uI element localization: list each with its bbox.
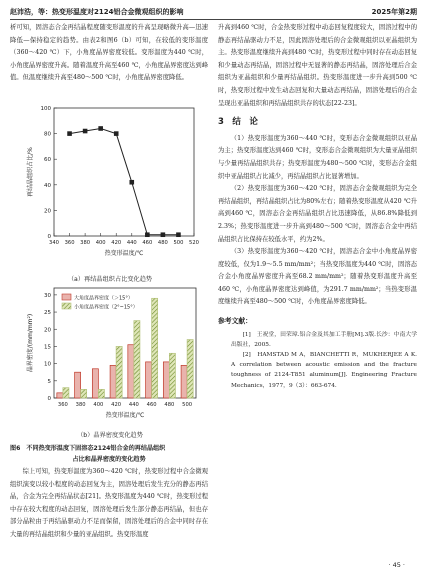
y-tick-label: 80 <box>44 131 51 138</box>
header-rule <box>10 19 417 20</box>
references-heading: 参考文献： <box>218 317 252 326</box>
bar <box>181 365 187 398</box>
legend-swatch <box>62 303 71 309</box>
left-column-top <box>10 22 208 85</box>
data-point <box>67 131 72 136</box>
y-tick-label: 0 <box>47 396 51 402</box>
y-tick-label: 40 <box>44 182 51 189</box>
x-tick-label: 360 <box>57 402 68 408</box>
bar <box>98 389 104 398</box>
running-header <box>10 5 417 19</box>
conclusion-3: （3）热变形温度为360～420 ℃时，固溶态合金中小角度晶界密度较低，仅为1.9～5.5 mm/mm²；当热变形温度为440 ℃时，固溶态合金小角度晶界密度升高至68.2 mm/mm²；随着热变形温度升高至460 ℃，小角度晶界密度达到峰值，为291.7 mm/mm²；当热变形温度继续升高至480～500 ℃时，小角度晶界密度降低。 <box>218 248 417 306</box>
left-column-bottom <box>10 466 208 542</box>
conclusion-2: （2）热变形温度为360～420 ℃时，固溶态合金微观组织为完全再结晶组织，再结晶组织占比为80%左右；随着热变形温度从420 ℃升高到460 ℃，固溶态合金再结晶组织占比迅速降低，从86.8%降低到2.3%；热变形温度进一步升高到480～500 ℃时，固溶态合金中再结晶组织占比保持在较低水平，约为2%。 <box>218 185 417 243</box>
section-heading: 3 结 论 <box>218 117 258 128</box>
x-tick-label: 480 <box>157 240 168 246</box>
x-tick-label: 480 <box>164 402 175 408</box>
legend-label: 大角度晶界密度（＞15°） <box>74 295 133 302</box>
figure-a-caption: （a）再结晶组织占比变化趋势 <box>67 276 153 283</box>
x-tick-label: 500 <box>182 402 193 408</box>
bar <box>169 353 175 398</box>
x-tick-label: 360 <box>64 240 75 246</box>
bar <box>92 369 98 398</box>
x-tick-label: 500 <box>173 240 184 246</box>
y-tick-label: 5 <box>47 378 51 385</box>
legend-label: 小角度晶界密度（2°~15°） <box>74 304 138 311</box>
x-axis-label: 热变形温度/℃ <box>105 412 145 419</box>
figure-caption-line1: 图6 不同热变形温度下固溶态2124铝合金的再结晶组织 <box>10 445 166 452</box>
data-point <box>83 129 88 134</box>
reference-item: [2] HAMSTAD M A，BIANCHETTI R，MUKHERJEE A K. A correlation between acoustic emission and the fracture toughness of 2124-T851 aluminum[J]. Engineering Fracture Mechanics，1977，9（3）：663-674. <box>231 352 417 389</box>
data-point <box>176 232 181 237</box>
y-tick-label: 20 <box>44 327 51 334</box>
data-point <box>145 232 150 237</box>
y-tick-label: 100 <box>40 106 51 112</box>
y-tick-label: 30 <box>44 292 51 299</box>
bar <box>110 365 116 398</box>
y-tick-label: 0 <box>47 234 51 240</box>
figure-caption-line2: 占比和晶界密度的变化趋势 <box>72 456 146 463</box>
bar <box>128 345 134 398</box>
data-point <box>129 180 134 185</box>
x-tick-label: 420 <box>111 240 122 246</box>
conclusion-1: （1）热变形温度为360～440 ℃时，变形态合金微观组织以亚晶为主；热变形温度达到460 ℃时，变形态合金微观组织为大量亚晶组织与少量再结晶组织共存；热变形温度为480～500 ℃时，变形态合金组织中亚晶组织占比减少，再结晶组织占比显著增加。 <box>218 134 417 180</box>
y-axis-label: 晶界密度/(mm/mm²) <box>27 313 34 373</box>
header-title: 赵沛浩，等：热变形温度对2124铝合金微观组织的影响 <box>10 8 184 16</box>
y-tick-label: 10 <box>44 361 51 368</box>
paragraph: 升高到460 ℃时，合金热变形过程中动态回复程度较大，固溶过程中的静态再结晶驱动力不足，因此固溶处理后的合金微观组织以亚晶组织为主。热变形温度继续升高到480 ℃时，热变形过程中同时存在动态回复和少量动态再结晶，固溶过程中无显著的静态再结晶，固溶处理后合金组织为亚晶组织和少量再结晶组织。热变形温度进一步升高到500 ℃时，热变形过程中发生动态回复和大量动态再结晶，固溶处理后的合金呈现出亚晶组织和再结晶组织共存的状态[22-23]。 <box>218 24 417 107</box>
bar <box>146 362 152 398</box>
x-tick-label: 460 <box>146 402 157 408</box>
reference-item: [1] 王祝堂，田荣璋.铝合金及其加工手册[M].3版.长沙：中南大学出版社，2005. <box>231 331 417 348</box>
bar <box>75 372 81 398</box>
data-point <box>114 131 119 136</box>
x-tick-label: 460 <box>142 240 153 246</box>
figure-b-caption: （b）晶界密度变化趋势 <box>77 432 143 439</box>
bar <box>116 346 122 398</box>
bar <box>81 389 87 398</box>
x-tick-label: 400 <box>95 240 106 246</box>
x-tick-label: 380 <box>80 240 91 246</box>
x-tick-label: 380 <box>75 402 86 408</box>
header-issue: 2025年第2期 <box>371 8 417 16</box>
bar <box>163 362 169 398</box>
series-line <box>70 128 179 234</box>
y-tick-label: 60 <box>44 157 51 164</box>
paragraph: 析可知，固溶态合金再结晶程度随变形温度的升高呈现略微升高—迅速降低—保持稳定的趋势。由表2和图6（b）可知，在较低的变形温度（360～420 ℃）下，小角度晶界密度较低。变形温度为440 ℃时，小角度晶界密度升高。随着温度升高至460 ℃，小角度晶界密度达到峰值。但温度继续升高至480～500 ℃时，小角度晶界密度降低。 <box>10 24 208 82</box>
x-tick-label: 420 <box>111 402 122 408</box>
x-tick-label: 400 <box>93 402 104 408</box>
bar <box>63 388 69 398</box>
bar <box>152 298 158 398</box>
bar <box>134 321 140 398</box>
plot-frame <box>54 108 194 236</box>
y-tick-label: 15 <box>44 344 51 351</box>
y-axis-label: 再结晶组织占比/% <box>27 147 34 197</box>
figure-caption <box>10 443 208 465</box>
page-number: · 45 · <box>388 561 405 569</box>
x-axis-label: 热变形温度/℃ <box>104 250 144 257</box>
x-tick-label: 440 <box>128 402 139 408</box>
bar <box>187 340 193 398</box>
right-column <box>218 22 417 391</box>
legend-swatch <box>62 294 71 300</box>
y-tick-label: 20 <box>44 208 51 215</box>
x-tick-label: 520 <box>189 240 199 246</box>
data-point <box>98 126 103 131</box>
x-tick-label: 440 <box>126 240 137 246</box>
y-tick-label: 25 <box>44 310 51 317</box>
data-point <box>161 232 166 237</box>
x-tick-label: 340 <box>49 240 59 246</box>
bar <box>57 393 63 398</box>
figure-a-chart <box>12 100 208 272</box>
paragraph: 综上可知，热变形温度为360～420 ℃时，热变形过程中合金微观组织演变以较小程度的动态回复为主，固溶处理后发生充分的静态再结晶，合金为完全再结晶状态[21]。热变形温度为440 ℃时，热变形过程中存在较大程度的动态回复，固溶处理后发生部分静态再结晶，但也存部分晶粒由于再结晶驱动力不足而保留，固溶处理后的合金中同时存在大量的再结晶组织和少量的亚晶组织。热变形温度 <box>10 468 208 538</box>
figure-b-chart <box>12 284 208 430</box>
